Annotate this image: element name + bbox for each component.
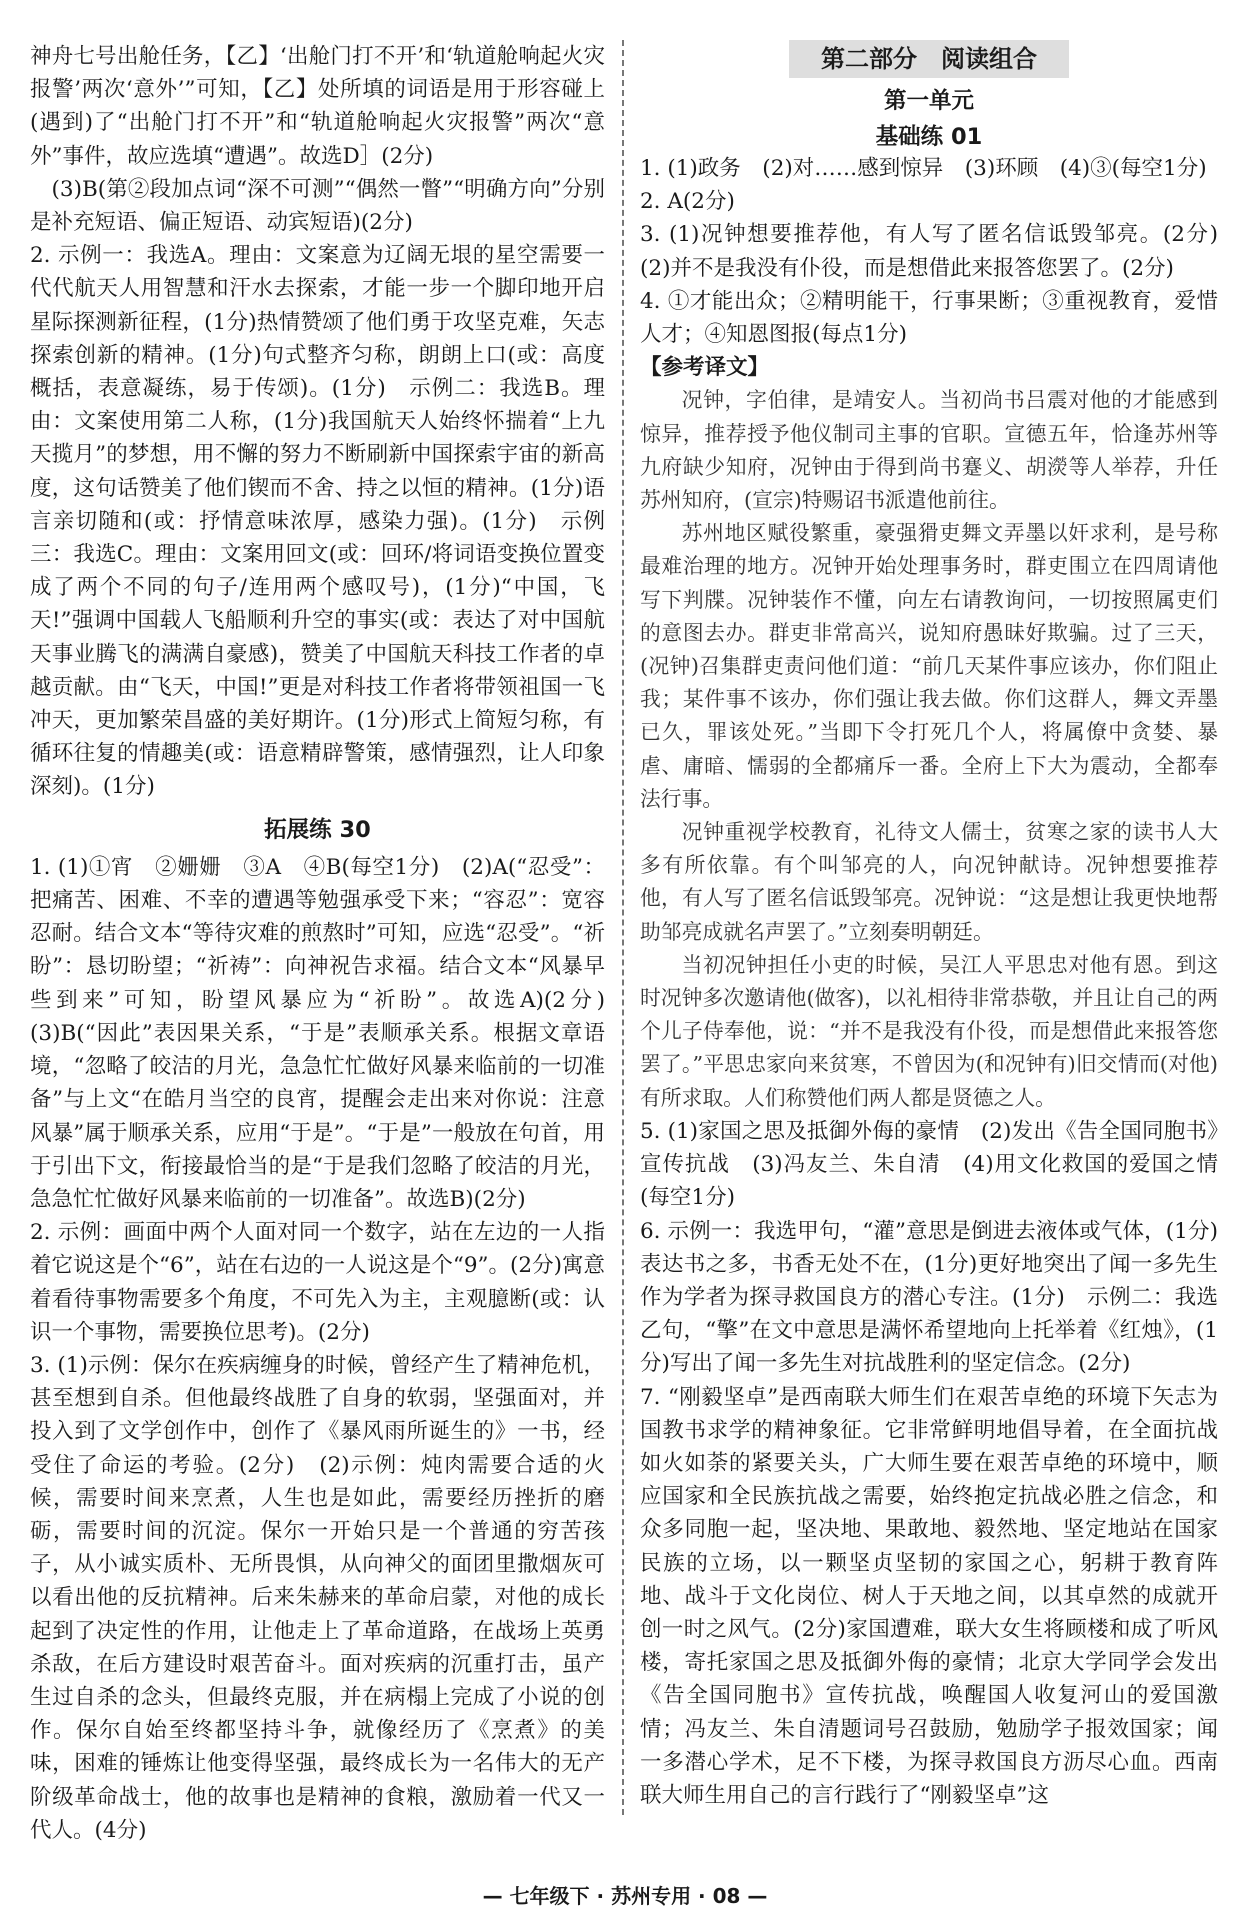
translation-label: 【参考译文】 — [640, 355, 770, 381]
answer-7: 7. “刚毅坚卓”是西南联大师生们在艰苦卓绝的环境下矢志为国教书求学的精神象征。它非常鲜明地倡导着，在全面抗战如火如荼的紧要关头，广大师生要在艰苦卓绝的环境中，顺应国家和全民族抗战之需要，始终抱定抗战必胜之信念，和众多同胞一起，坚决地、果敢地、毅然地、坚定地站在国家民族的立场，以一颗坚贞坚韧的家国之心，躬耕于教育阵地、战斗于文化岗位、树人于天地之间，以其卓然的成就开创一时之风气。(2分)家国遭难，联大女生将顾楼和成了听风楼，寄托家国之思及抵御外侮的豪情；北京大学同学会发出《告全国同胞书》宣传抗战，唤醒国人收复河山的爱国激情；冯友兰、朱自清题词号召鼓励，勉励学子报效国家；闻一多潜心学术，足不下楼，为探寻救国良方沥尽心血。西南联大师生用自己的言行践行了“刚毅坚卓”这 — [640, 1384, 1218, 1808]
translation-paragraph: 况钟，字伯律，是靖安人。当初尚书吕震对他的才能感到惊异，推荐授予他仪制司主事的官职。宣德五年，恰逢苏州等九府缺少知府，况钟由于得到尚书蹇义、胡濙等人举荐，升任苏州知府，(宣宗)特赐诏书派遣他前往。 — [640, 388, 1218, 513]
answer-3: 3. (1)况钟想要推荐他，有人写了匿名信诋毁邹亮。(2分) (2)并不是我没有仆役，而是想借此来报答您罢了。(2分) — [640, 222, 1240, 281]
answer-1-3: (3)B(第②段加点词“深不可测”“偶然一瞥”“明确方向”分别是补充短语、偏正短语、动宾短语)(2分) — [30, 176, 605, 236]
answer-6: 6. 示例一：我选甲句，“灌”意思是倒进去液体或气体，(1分)表达书之多，书香无处不在，(1分)更好地突出了闻一多先生作为学者为探寻救国良方的潜心专注。(1分) 示例二：我选乙句，“擎”在文中意思是满怀希望地向上托举着《红烛》，(1分)写出了闻一多先生对抗战胜利的坚定信念。(2分) — [640, 1218, 1218, 1377]
right-column — [640, 40, 1240, 1812]
translation-paragraph: 况钟重视学校教育，礼待文人儒士，贫寒之家的读书人大多有所依靠。有个叫邹亮的人，向况钟献诗。况钟想要推荐他，有人写了匿名信诋毁邹亮。况钟说：“这是想让我更快地帮助邹亮成就名声罢了。”立刻奏明朝廷。 — [640, 820, 1218, 944]
page-footer: — 七年级下 · 苏州专用 · 08 — — [482, 1884, 768, 1908]
left-column — [30, 40, 627, 1847]
translation-paragraph: 苏州地区赋役繁重，豪强猾吏舞文弄墨以奸求利，是号称最难治理的地方。况钟开始处理事务时，群吏围立在四周请他写下判牒。况钟装作不懂，向左右请教询问，一切按照属吏们的意图去办。群吏非常高兴，说知府愚昧好欺骗。过了三天，(况钟)召集群吏责问他们道：“前几天某件事应该办，你们阻止我；某件事不该办，你们强让我去做。你们这群人，舞文弄墨已久，罪该处死。”当即下令打死几个人，将属僚中贪婪、暴虐、庸暗、懦弱的全都痛斥一番。全府上下大为震动，全都奉法行事。 — [640, 521, 1218, 811]
answer-2: 2. A(2分) — [640, 189, 735, 215]
translation-paragraph: 当初况钟担任小吏的时候，吴江人平思忠对他有恩。到这时况钟多次邀请他(做客)，以礼相待非常恭敬，并且让自己的两个儿子侍奉他，说：“并不是我没有仆役，而是想借此来报答您罢了。”平思忠家向来贫寒，不曾因为(和况钟有)旧交情而(对他)有所求取。人们称赞他们两人都是贤德之人。 — [640, 952, 1218, 1110]
practice-title: 基础练 01 — [875, 124, 983, 150]
section-title-extension-30: 拓展练 30 — [264, 816, 371, 843]
translation-text — [640, 384, 1218, 1114]
extension-answer-2: 2. 示例：画面中两个人面对同一个数字，站在左边的一人指着它说这是个“6”，站在右边的一人说这是个“9”。(2分)寓意着看待事物需要多个角度，不可先入为主，主观臆断(或：认识一个事物，需要换位思考)。(2分) — [30, 1220, 605, 1345]
answer-1: 1. (1)政务 (2)对……感到惊异 (3)环顾 (4)③(每空1分) — [640, 156, 1207, 181]
answer-5: 5. (1)家国之思及抵御外侮的豪情 (2)发出《告全国同胞书》宣传抗战 (3)冯友兰、朱自清 (4)用文化救国的爱国之情(每空1分) — [640, 1118, 1218, 1211]
extension-answer-3: 3. (1)示例：保尔在疾病缠身的时候，曾经产生了精神危机，甚至想到自杀。但他最终战胜了自身的软弱，坚强面对，并投入到了文学创作中，创作了《暴风雨所诞生的》一书，经受住了命运的考验。(2分) (2)示例：炖肉需要合适的火候，需要时间来烹煮，人生也是如此，需要经历挫折的磨砺，需要时间的沉淀。保尔一开始只是一个普通的穷苦孩子，从小诚实质朴、无所畏惧，从向神父的面团里撒烟灰可以看出他的反抗精神。后来朱赫来的革命启蒙，对他的成长起到了决定性的作用，让他走上了革命道路，在战场上英勇杀敌，在后方建设时艰苦奋斗。面对疾病的沉重打击，虽产生过自杀的念头，但最终克服，并在病榻上完成了小说的创作。保尔自始至终都坚持斗争，就像经历了《烹煮》的美味，困难的锤炼让他变得坚强，最终成长为一名伟大的无产阶级革命战士，他的故事也是精神的食粮，激励着一代又一代人。(4分) — [30, 1352, 605, 1843]
answer-4: 4. ①才能出众；②精明能干，行事果断；③重视教育，爱惜人才；④知恩图报(每点1分) — [640, 288, 1218, 348]
answer-2: 2. 示例一：我选A。理由：文案意为辽阔无垠的星空需要一代代航天人用智慧和汗水去探索，才能一步一个脚印地开启星际探测新征程，(1分)热情赞颂了他们勇于攻坚克难，矢志探索创新的精神。(1分)句式整齐匀称，朗朗上口(或：高度概括，表意凝练，易于传颂)。(1分) 示例二：我选B。理由：文案使用第二人称，(1分)我国航天人始终怀揣着“上九天揽月”的梦想，用不懈的努力不断刷新中国探索宇宙的新高度，这句话赞美了他们锲而不舍、持之以恒的精神。(1分)语言亲切随和(或：抒情意味浓厚，感染力强)。(1分) 示例三：我选C。理由：文案用回文(或：回环/将词语变换位置变成了两个不同的句子/连用两个感叹号)，(1分)“中国，飞天!”强调中国载人飞船顺利升空的事实(或：表达了对中国航天事业腾飞的满满自豪感)，赞美了中国航天科技工作者的卓越贡献。由“飞天，中国!”更是对科技工作者将带领祖国一飞冲天，更加繁荣昌盛的美好期许。(1分)形式上简短匀称，有循环往复的情趣美(或：语意精辟警策，感情强烈，让人印象深刻)。(1分) — [30, 243, 605, 800]
part-title: 第二部分 阅读组合 — [789, 40, 1069, 78]
extension-answer-1: 1. (1)①宵 ②姗姗 ③A ④B(每空1分) (2)A(“忍受”：把痛苦、困难、不幸的遭遇等勉强承受下来；“容忍”：宽容忍耐。结合文本“等待灾难的煎熬时”可知，应选“忍受”。“祈盼”：恳切盼望；“祈祷”：向神祝告求福。结合文本“风暴早些到来”可知，盼望风暴应为“祈盼”。故选A)(2分) (3)B(“因此”表因果关系，“于是”表顺承关系。根据文章语境，“忽略了皎洁的月光，急急忙忙做好风暴来临前的一切准备”与上文“在皓月当空的良宵，提醒会走出来对你说：注意风暴”属于顺承关系，应用“于是”。“于是”一般放在句首，用于引出下文，衔接最恰当的是“于是我们忽略了皎洁的月光，急急忙忙做好风暴来临前的一切准备”。故选B)(2分) — [30, 854, 627, 1212]
answer-carry-over: 神舟七号出舱任务，【乙】‘出舱门打不开’和‘轨道舱响起火灾报警’两次‘意外’”可知，【乙】处所填的词语是用于形容碰上(遇到)了“出舱门打不开”和“轨道舱响起火灾报警”两次“意外”事件，故应选填“遭遇”。故选D］(2分) — [30, 44, 605, 169]
column-divider — [622, 40, 624, 1815]
unit-title: 第一单元 — [883, 88, 974, 114]
